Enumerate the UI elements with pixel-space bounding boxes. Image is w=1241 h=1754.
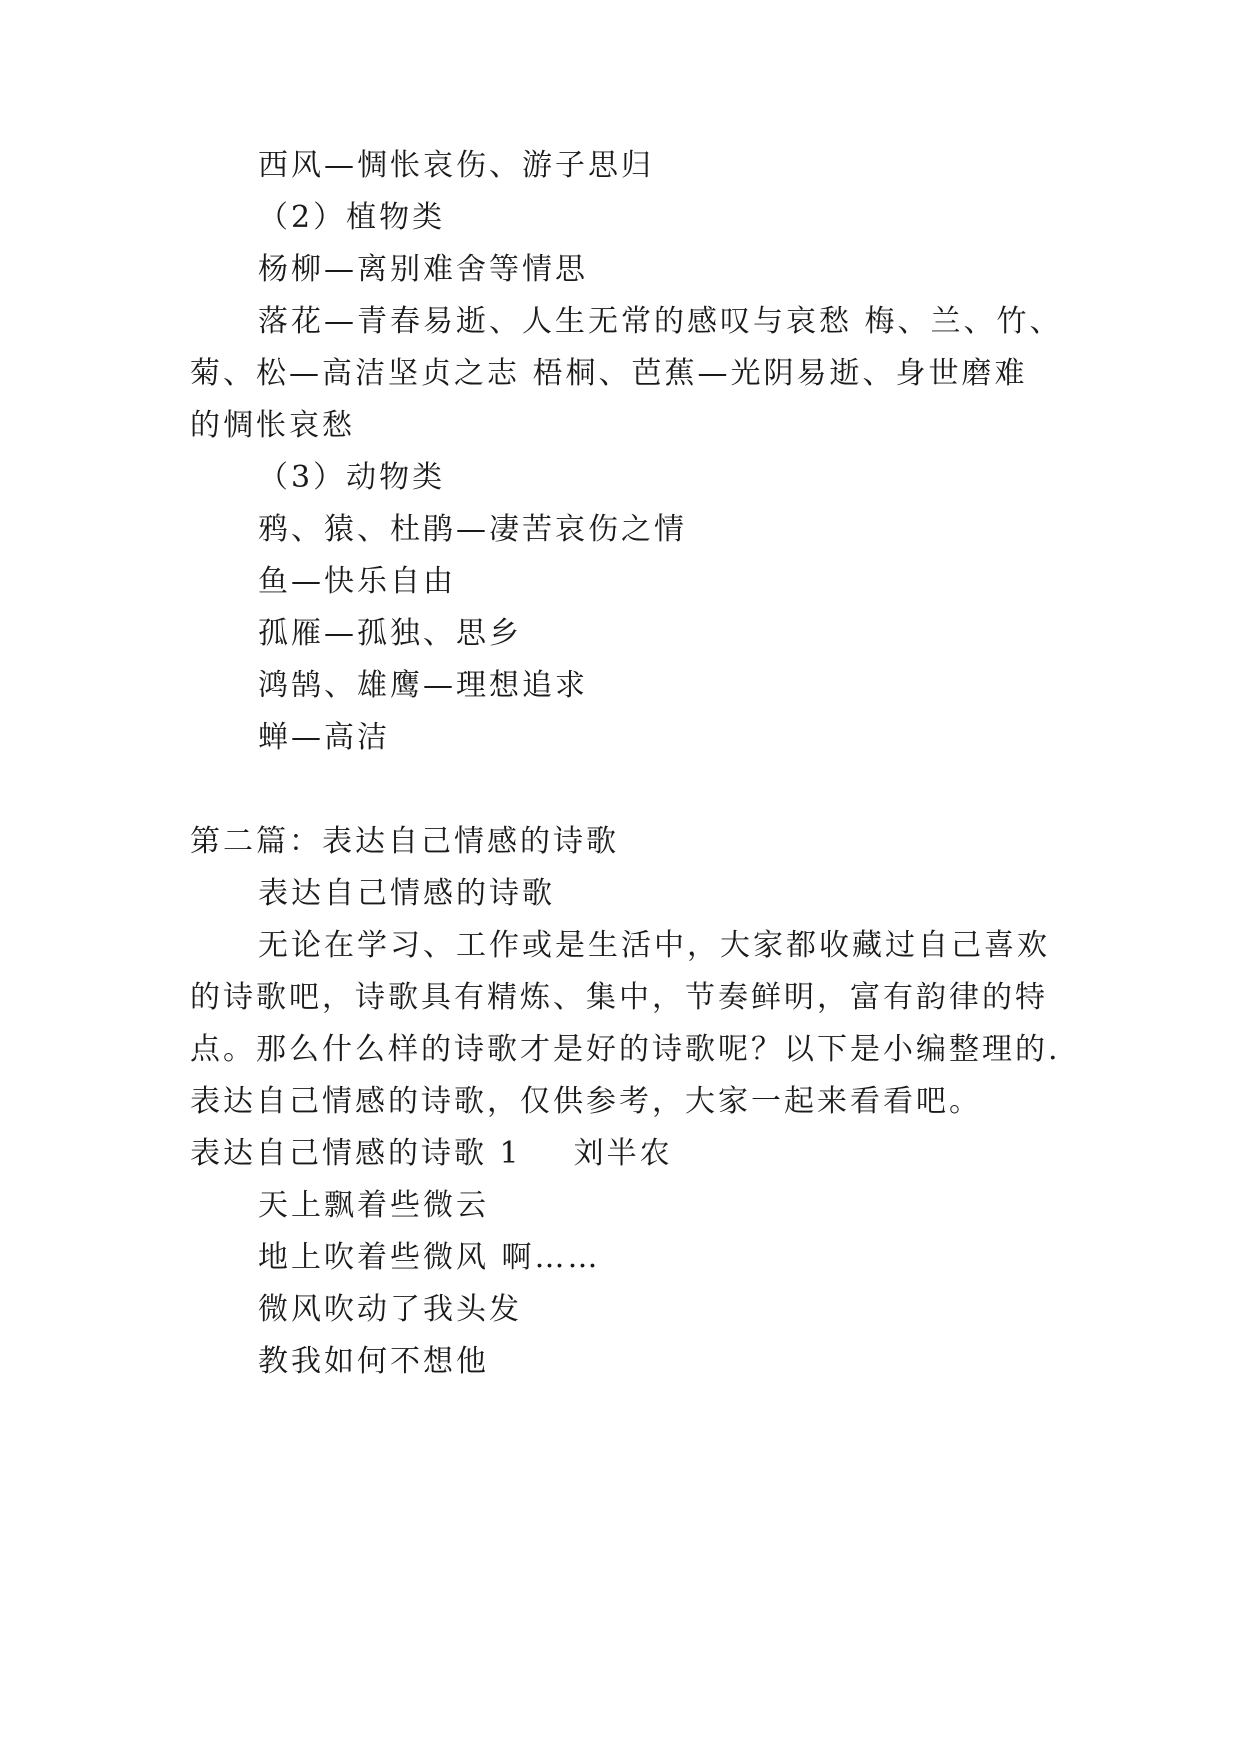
text-line: 孤雁—孤独、思乡 — [258, 616, 522, 651]
text-line: 杨柳—离别难舍等情思 — [258, 252, 588, 287]
poem-line: 天上飘着些微云 — [258, 1188, 489, 1223]
text-line: 落花—青春易逝、人生无常的感叹与哀愁 梅、兰、竹、 — [258, 304, 1063, 339]
poem-line: 教我如何不想他 — [258, 1344, 489, 1379]
paragraph-line: 点。那么什么样的诗歌才是好的诗歌呢？以下是小编整理的. — [190, 1032, 1061, 1067]
text-line: 鸦、猿、杜鹃—凄苦哀伤之情 — [258, 512, 687, 547]
text-line: 鱼—快乐自由 — [258, 564, 456, 599]
poem-line: 地上吹着些微风 啊…… — [258, 1240, 601, 1275]
text-line: 菊、松—高洁坚贞之志 梧桐、芭蕉—光阴易逝、身世磨难 — [190, 356, 1028, 391]
section-heading: （3）动物类 — [258, 460, 446, 495]
paragraph-line: 表达自己情感的诗歌，仅供参考，大家一起来看看吧。 — [190, 1084, 982, 1119]
section-heading: （2）植物类 — [258, 200, 446, 235]
poem-heading — [190, 1134, 673, 1174]
text-line: 的惆怅哀愁 — [190, 408, 355, 443]
poem-author: 刘半农 — [573, 1136, 673, 1171]
chapter-title: 第二篇：表达自己情感的诗歌 — [190, 824, 619, 859]
poem-line: 微风吹动了我头发 — [258, 1292, 522, 1327]
text-line: 西风—惆怅哀伤、游子思归 — [258, 148, 654, 183]
paragraph-line: 的诗歌吧，诗歌具有精炼、集中，节奏鲜明，富有韵律的特 — [190, 980, 1048, 1015]
text-line: 蝉—高洁 — [258, 720, 390, 755]
article-title: 表达自己情感的诗歌 — [258, 876, 555, 911]
poem-title: 表达自己情感的诗歌 1 — [190, 1136, 522, 1171]
paragraph-line: 无论在学习、工作或是生活中，大家都收藏过自己喜欢 — [258, 928, 1050, 963]
text-line: 鸿鹄、雄鹰—理想追求 — [258, 668, 588, 703]
